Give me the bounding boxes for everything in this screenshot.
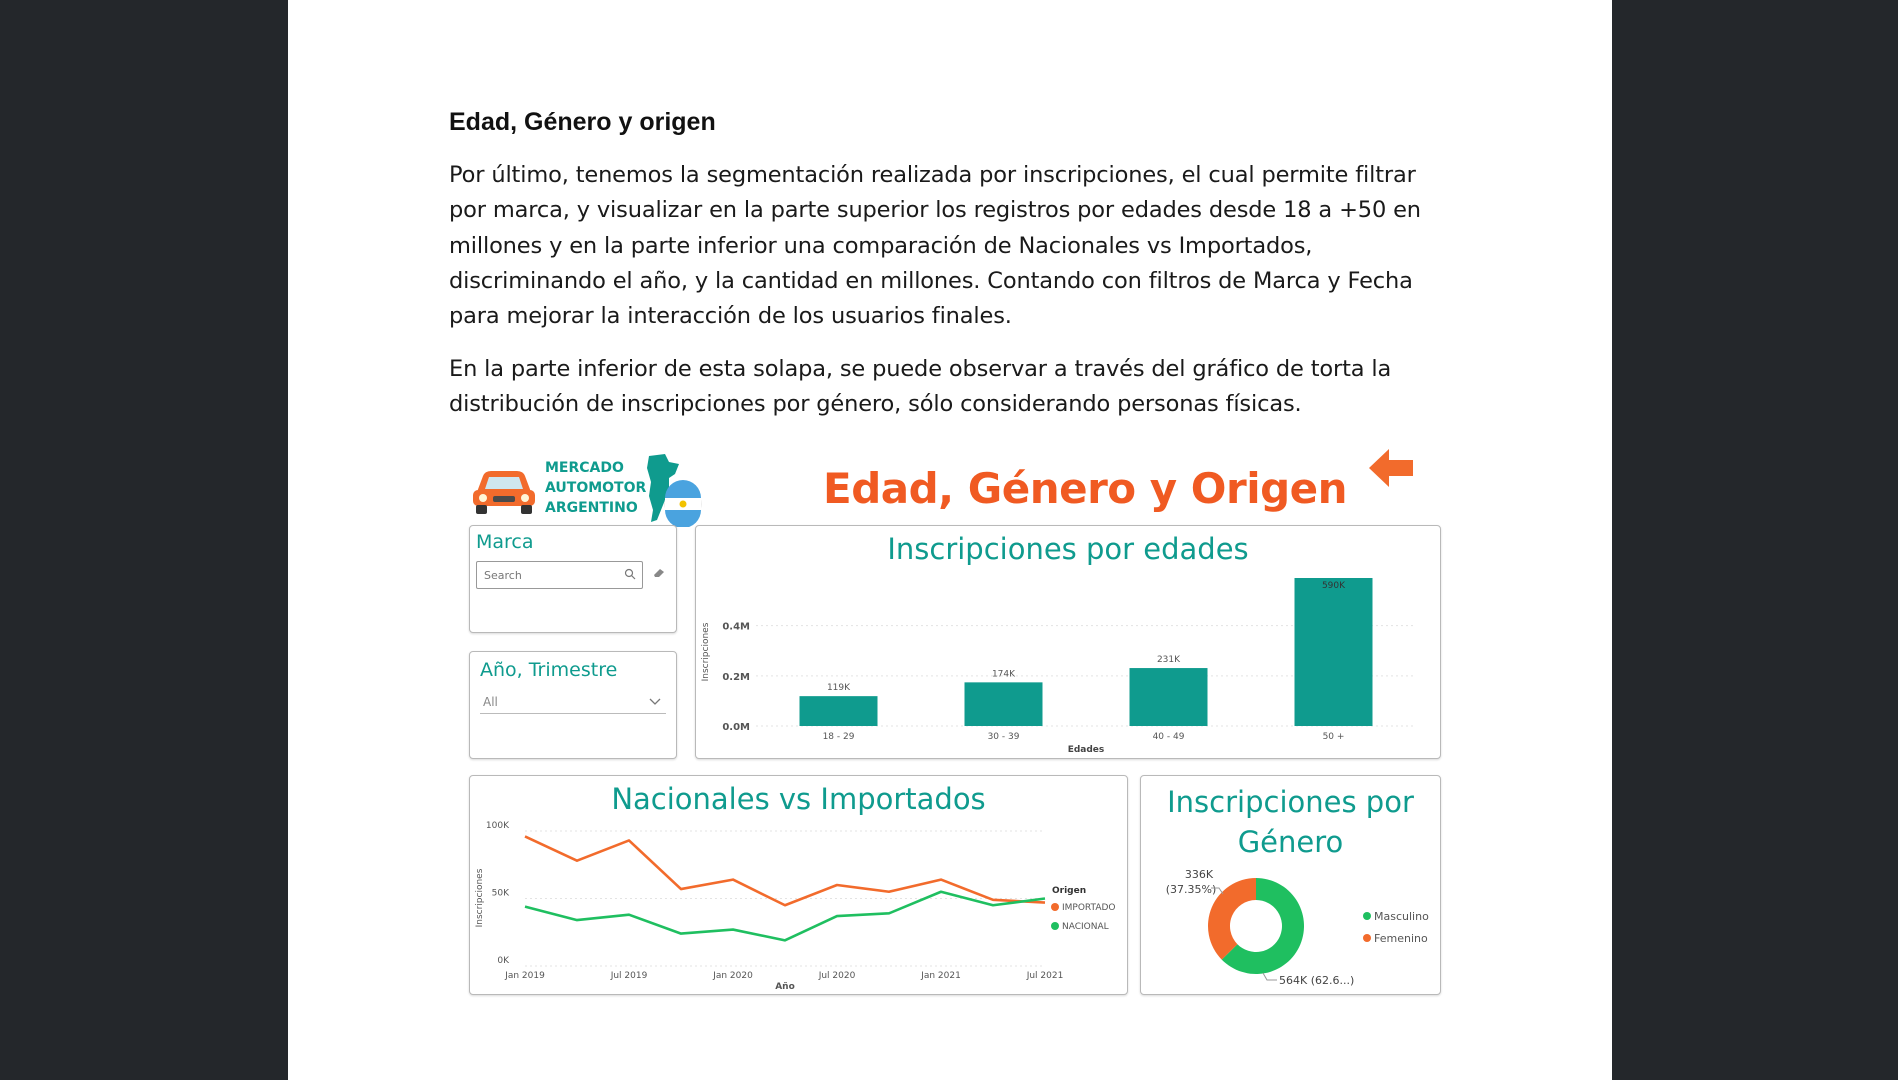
donut-data-label: (37.35%) xyxy=(1165,883,1217,896)
search-icon[interactable] xyxy=(624,568,636,580)
ano-slicer-title: Año, Trimestre xyxy=(480,659,618,681)
ano-dropdown[interactable] xyxy=(480,691,666,714)
bar-xtick-label: 18 - 29 xyxy=(822,732,855,742)
chevron-down-icon[interactable] xyxy=(648,694,662,708)
bar-data-label: 590K xyxy=(1321,581,1346,591)
ano-trimestre-slicer[interactable] xyxy=(469,651,677,759)
genero-chart-panel xyxy=(1140,775,1441,995)
bar-ylabel: Inscripciones xyxy=(701,622,711,682)
paragraph-2: En la parte inferior de esta solapa, se puede observar a través del gráfico de torta la distribución de inscripciones por género, sólo considerando personas físicas. xyxy=(449,356,1392,418)
edades-chart-panel xyxy=(695,525,1441,759)
bar-mark xyxy=(965,682,1043,726)
eraser-icon[interactable] xyxy=(652,566,666,578)
line-ytick-label: 100K xyxy=(485,821,509,831)
genero-chart-title: Inscripciones por Género xyxy=(1167,785,1414,859)
line-xtick-label: Jan 2019 xyxy=(505,971,545,981)
nacionales-chart-panel xyxy=(469,775,1128,995)
nacionales-line-chart xyxy=(470,776,1127,994)
line-ylabel: Inscripciones xyxy=(475,868,485,928)
line-xtick-label: Jul 2021 xyxy=(1026,971,1064,981)
line-series-importado xyxy=(525,836,1045,905)
argentina-map-icon xyxy=(639,452,709,527)
marca-slicer[interactable] xyxy=(469,525,677,633)
line-ytick-label: 0K xyxy=(497,956,509,966)
search-placeholder: Search xyxy=(484,569,522,582)
bar-ytick-label: 0.2M xyxy=(722,671,750,683)
edades-bar-chart xyxy=(696,526,1440,758)
bar-xlabel: Edades xyxy=(1067,745,1105,755)
dashboard-image xyxy=(457,440,1447,1005)
marca-slicer-title: Marca xyxy=(476,531,534,553)
edades-chart-title: Inscripciones por edades xyxy=(887,532,1249,566)
line-xtick-label: Jul 2020 xyxy=(818,971,856,981)
bar-mark xyxy=(800,696,878,726)
line-xtick-label: Jul 2019 xyxy=(610,971,648,981)
nacionales-chart-title: Nacionales vs Importados xyxy=(611,782,986,816)
bar-ytick-label: 0.4M xyxy=(722,621,750,633)
arrow-left-icon[interactable] xyxy=(1367,446,1415,490)
donut-legend-marker xyxy=(1363,934,1371,942)
car-logo-icon xyxy=(469,462,539,518)
donut-legend-marker xyxy=(1363,912,1371,920)
dashboard-title: Edad, Género y Origen xyxy=(823,464,1348,513)
marca-search-input[interactable] xyxy=(476,561,643,589)
line-series-nacional xyxy=(525,892,1045,941)
bar-xtick-label: 50 + xyxy=(1322,732,1345,742)
section-heading: Edad, Género y origen xyxy=(449,108,716,136)
bar-mark xyxy=(1295,578,1373,726)
paragraph-1: Por último, tenemos la segmentación realizada por inscripciones, el cual permite filtrar por marca, y visualizar en la parte superior los registros por edades desde 18 a +50 en millones y en la parte inferior una comparación de Nacionales vs Importados, discriminando el año, y la cantidad en millones. Contando con filtros de Marca y Fecha para mejorar la interacción de los usuarios finales. xyxy=(449,162,1421,330)
line-legend-title: Origen xyxy=(1052,886,1087,896)
logo-line: ARGENTINO xyxy=(545,500,638,516)
logo-text xyxy=(545,458,646,518)
logo-line: MERCADO xyxy=(545,460,624,476)
line-xtick-label: Jan 2020 xyxy=(713,971,753,981)
genero-donut-chart xyxy=(1141,776,1440,994)
ano-dropdown-value: All xyxy=(483,695,498,709)
line-legend-label: NACIONAL xyxy=(1062,922,1109,932)
line-xlabel: Año xyxy=(775,982,795,992)
donut-legend-label: Femenino xyxy=(1374,932,1428,945)
bar-xtick-label: 30 - 39 xyxy=(987,732,1020,742)
donut-data-label: 336K xyxy=(1184,868,1214,881)
donut-data-label: 564K (62.6...) xyxy=(1279,974,1355,987)
bar-xtick-label: 40 - 49 xyxy=(1152,732,1185,742)
bar-data-label: 119K xyxy=(826,683,851,694)
line-legend-label: IMPORTADO xyxy=(1062,903,1116,913)
line-legend-marker xyxy=(1051,903,1059,911)
line-xtick-label: Jan 2021 xyxy=(921,971,961,981)
donut-leader-line xyxy=(1263,973,1277,980)
line-ytick-label: 50K xyxy=(491,888,509,899)
line-legend-marker xyxy=(1051,922,1059,930)
bar-mark xyxy=(1130,668,1208,726)
logo-line: AUTOMOTOR xyxy=(545,480,647,496)
bar-ytick-label: 0.0M xyxy=(722,722,750,733)
donut-legend-label: Masculino xyxy=(1374,910,1429,923)
bar-data-label: 231K xyxy=(1156,655,1181,666)
bar-data-label: 174K xyxy=(991,669,1016,680)
